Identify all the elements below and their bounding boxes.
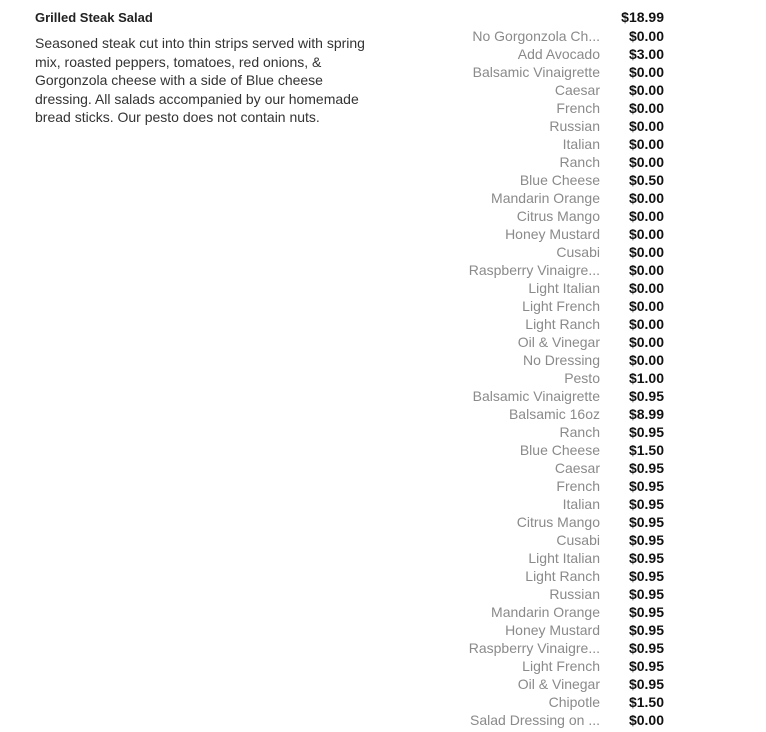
- option-name: Balsamic Vinaigrette: [472, 64, 600, 80]
- option-name: Pesto: [564, 370, 600, 386]
- option-row[interactable]: [450, 99, 670, 117]
- option-name: Russian: [549, 118, 600, 134]
- option-row[interactable]: [450, 171, 670, 189]
- option-price: $0.00: [628, 64, 664, 80]
- option-name: Cusabi: [556, 532, 600, 548]
- option-row[interactable]: [450, 369, 670, 387]
- option-row[interactable]: [450, 693, 670, 711]
- option-row[interactable]: [450, 261, 670, 279]
- option-row[interactable]: [450, 531, 670, 549]
- option-price: $0.00: [628, 154, 664, 170]
- option-row[interactable]: [450, 279, 670, 297]
- option-name: Add Avocado: [517, 46, 600, 62]
- option-row[interactable]: [450, 513, 670, 531]
- option-row[interactable]: [450, 27, 670, 45]
- option-price: $0.00: [628, 352, 664, 368]
- option-name: Italian: [562, 496, 600, 512]
- option-name: French: [556, 100, 600, 116]
- option-row[interactable]: [450, 351, 670, 369]
- option-name: Light Italian: [528, 550, 600, 566]
- item-price: $18.99: [621, 9, 664, 25]
- option-row[interactable]: [450, 441, 670, 459]
- option-row[interactable]: [450, 45, 670, 63]
- option-price: $0.95: [628, 532, 664, 548]
- option-price: $0.95: [628, 478, 664, 494]
- option-price: $0.00: [628, 28, 664, 44]
- option-row[interactable]: [450, 567, 670, 585]
- option-price: $0.95: [628, 514, 664, 530]
- option-price: $0.00: [628, 262, 664, 278]
- option-price: $0.00: [628, 136, 664, 152]
- option-name: No Dressing: [522, 352, 600, 368]
- option-row[interactable]: [450, 603, 670, 621]
- option-price: $0.00: [628, 298, 664, 314]
- option-price: $0.00: [628, 280, 664, 296]
- option-row[interactable]: [450, 315, 670, 333]
- option-name: Honey Mustard: [505, 622, 600, 638]
- option-name: Ranch: [559, 424, 600, 440]
- option-row[interactable]: [450, 225, 670, 243]
- option-row[interactable]: [450, 153, 670, 171]
- option-row[interactable]: [450, 189, 670, 207]
- option-name: Light Ranch: [525, 316, 600, 332]
- option-row[interactable]: [450, 477, 670, 495]
- option-price: $0.95: [628, 640, 664, 656]
- option-row[interactable]: [450, 711, 670, 729]
- option-price: $0.00: [628, 190, 664, 206]
- option-name: Salad Dressing on ...: [470, 712, 600, 728]
- option-name: Citrus Mango: [516, 208, 600, 224]
- option-price: $0.95: [628, 604, 664, 620]
- option-name: Blue Cheese: [519, 172, 600, 188]
- option-row[interactable]: [450, 81, 670, 99]
- option-price: $0.00: [628, 244, 664, 260]
- option-name: Russian: [549, 586, 600, 602]
- option-name: Citrus Mango: [516, 514, 600, 530]
- option-price: $0.95: [628, 586, 664, 602]
- option-row[interactable]: [450, 207, 670, 225]
- option-name: Oil & Vinegar: [517, 334, 600, 350]
- option-row[interactable]: [450, 117, 670, 135]
- option-name: French: [556, 478, 600, 494]
- option-name: Mandarin Orange: [491, 604, 600, 620]
- option-price: $0.95: [628, 658, 664, 674]
- option-name: Light Ranch: [525, 568, 600, 584]
- option-name: Light French: [522, 298, 600, 314]
- option-price: $1.00: [628, 370, 664, 386]
- option-price: $0.00: [628, 226, 664, 242]
- option-name: Blue Cheese: [519, 442, 600, 458]
- option-row[interactable]: [450, 243, 670, 261]
- option-row[interactable]: [450, 657, 670, 675]
- option-row[interactable]: [450, 459, 670, 477]
- option-price: $0.95: [628, 496, 664, 512]
- option-name: Cusabi: [556, 244, 600, 260]
- option-row[interactable]: [450, 297, 670, 315]
- option-name: Light Italian: [528, 280, 600, 296]
- options-list: [450, 27, 670, 729]
- option-name: Balsamic 16oz: [508, 406, 600, 422]
- option-row[interactable]: [450, 585, 670, 603]
- option-name: Ranch: [559, 154, 600, 170]
- option-price: $8.99: [628, 406, 664, 422]
- option-price: $0.00: [628, 82, 664, 98]
- option-row[interactable]: [450, 63, 670, 81]
- option-row[interactable]: [450, 135, 670, 153]
- option-name: Caesar: [554, 82, 600, 98]
- option-name: Light French: [522, 658, 600, 674]
- option-row[interactable]: [450, 333, 670, 351]
- option-price: $0.50: [628, 172, 664, 188]
- option-price: $0.95: [628, 388, 664, 404]
- item-description: Seasoned steak cut into thin strips served with spring mix, roasted peppers, tomatoes, red onions, & Gorgonzola cheese with a side of Blue cheese dressing. All salads accompanied by our homemade bread sticks. Our pesto does not contain nuts.: [35, 35, 365, 125]
- option-price: $1.50: [628, 694, 664, 710]
- option-price: $0.95: [628, 676, 664, 692]
- option-price: $0.00: [628, 334, 664, 350]
- option-name: Balsamic Vinaigrette: [472, 388, 600, 404]
- option-row[interactable]: [450, 495, 670, 513]
- option-name: Raspberry Vinaigre...: [468, 640, 600, 656]
- option-row[interactable]: [450, 639, 670, 657]
- item-title: Grilled Steak Salad: [35, 10, 153, 25]
- option-price: $0.00: [628, 118, 664, 134]
- option-row[interactable]: [450, 423, 670, 441]
- option-price: $0.00: [628, 208, 664, 224]
- option-name: No Gorgonzola Ch...: [472, 28, 600, 44]
- option-price: $0.95: [628, 424, 664, 440]
- option-price: $0.95: [628, 622, 664, 638]
- option-name: Chipotle: [548, 694, 600, 710]
- option-row[interactable]: [450, 549, 670, 567]
- option-price: $0.95: [628, 568, 664, 584]
- option-price: $0.95: [628, 550, 664, 566]
- option-name: Caesar: [554, 460, 600, 476]
- option-price: $0.95: [628, 460, 664, 476]
- option-row[interactable]: [450, 621, 670, 639]
- option-name: Italian: [562, 136, 600, 152]
- option-name: Oil & Vinegar: [517, 676, 600, 692]
- option-row[interactable]: [450, 675, 670, 693]
- option-row[interactable]: [450, 387, 670, 405]
- option-price: $0.00: [628, 712, 664, 728]
- option-price: $0.00: [628, 316, 664, 332]
- option-name: Mandarin Orange: [491, 190, 600, 206]
- option-row[interactable]: [450, 405, 670, 423]
- option-price: $1.50: [628, 442, 664, 458]
- option-name: Honey Mustard: [505, 226, 600, 242]
- option-name: Raspberry Vinaigre...: [468, 262, 600, 278]
- option-price: $0.00: [628, 100, 664, 116]
- option-price: $3.00: [628, 46, 664, 62]
